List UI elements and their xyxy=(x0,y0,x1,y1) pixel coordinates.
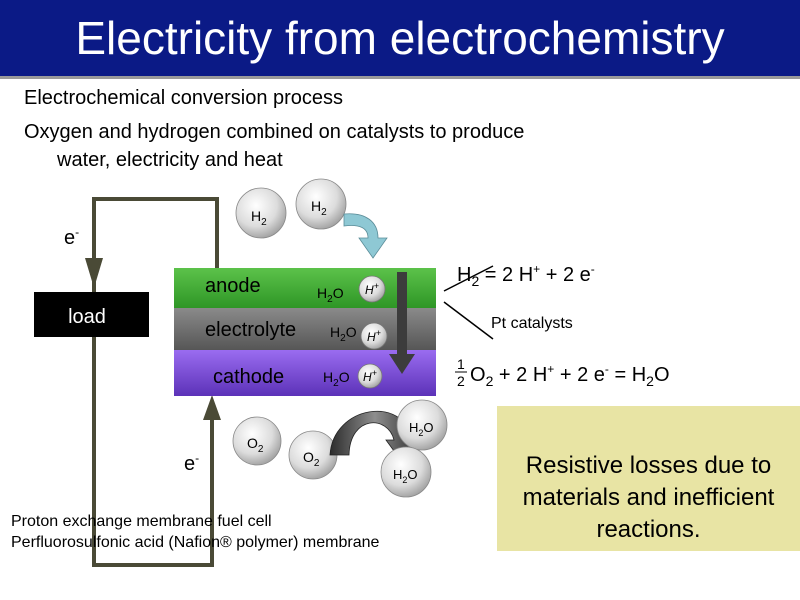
cathode-equation: $O_2 + 2$ H+ + 2 $e^- = H_2O$ xyxy=(470,362,670,389)
h2-label-left: $H_2$ xyxy=(251,208,267,228)
frac-denominator: 2 xyxy=(457,373,465,389)
electron-arrow-up xyxy=(203,395,221,420)
o2-label-right: $O_2$ xyxy=(303,449,320,469)
catalysts-label: Pt catalysts xyxy=(491,315,573,332)
bullet-conversion: Electrochemical conversion process xyxy=(24,87,344,109)
frac-numerator: 1 xyxy=(457,356,465,372)
electron-arrow-down xyxy=(85,258,103,288)
h2o-anode: $H_2O$ xyxy=(317,285,344,305)
h2-inflow-arrow xyxy=(344,214,387,258)
caption-membrane: Perfluorosulfonic acid (Nafion® polymer) membrane xyxy=(11,534,380,551)
resistive-losses-text: Resistive losses due to materials and inefficient reactions. xyxy=(522,452,775,543)
proton-electrolyte: H+ xyxy=(367,328,381,344)
anode-label: anode xyxy=(205,275,261,297)
resistive-losses-box xyxy=(497,406,800,551)
proton-flow-shaft xyxy=(397,272,407,356)
h2o-label-bottom: $H_2O$ xyxy=(393,467,418,485)
h2o-bubble-top xyxy=(397,400,447,450)
h2o-label-top: $H_2O$ xyxy=(409,420,434,438)
h2-label-right: $H_2$ xyxy=(311,198,327,218)
bullet-combined: Oxygen and hydrogen combined on catalysts to produce xyxy=(24,121,525,143)
proton-cathode: H+ xyxy=(363,368,377,384)
page-title: Electricity from electrochemistry xyxy=(75,12,725,64)
caption-pem: Proton exchange membrane fuel cell xyxy=(11,513,272,530)
electron-label-bottom: e- xyxy=(184,451,200,475)
h2o-bubble-bottom xyxy=(381,447,431,497)
h2o-cathode: $H_2O$ xyxy=(323,369,350,389)
bullet-combined-continued: water, electricity and heat xyxy=(57,149,283,171)
pointer-cathode xyxy=(444,302,493,339)
cathode-label: cathode xyxy=(213,366,285,388)
load-label: load xyxy=(68,306,106,328)
o2-label-left: $O_2$ xyxy=(247,435,264,455)
electron-label-top: e- xyxy=(64,225,80,249)
electrolyte-label: electrolyte xyxy=(205,319,297,341)
anode-equation: $H_2 = 2$ H+ + 2 e- xyxy=(457,262,595,289)
proton-anode: H+ xyxy=(365,281,379,297)
h2o-electrolyte: $H_2O$ xyxy=(330,324,357,344)
